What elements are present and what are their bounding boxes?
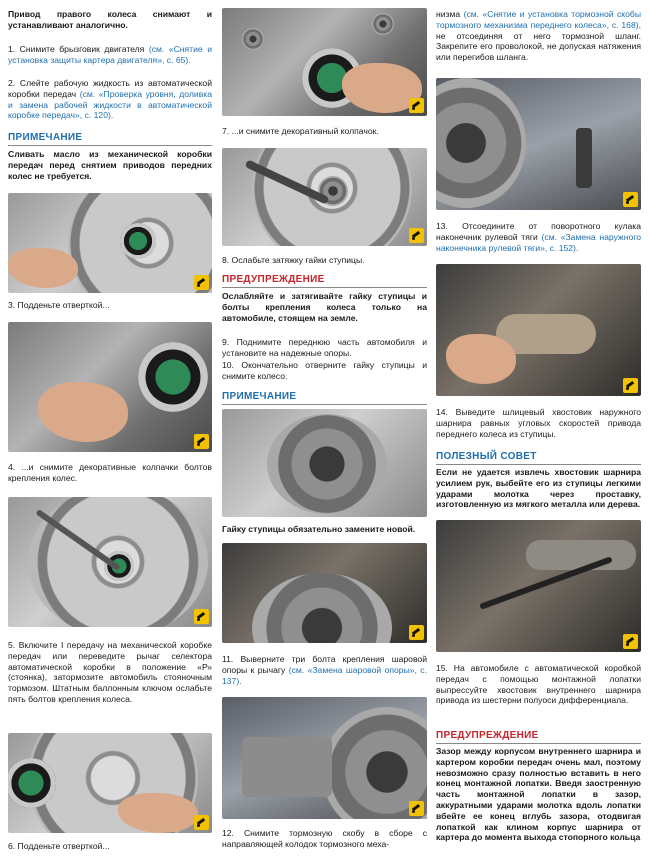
caption-6: 6. Подденьте отверткой... bbox=[8, 841, 110, 851]
note-title: ПРИМЕЧАНИЕ bbox=[8, 132, 212, 146]
warning-title-2: ПРЕДУПРЕЖДЕНИЕ bbox=[436, 730, 641, 744]
note-text-2: Гайку ступицы обязательно замените новой. bbox=[222, 524, 416, 534]
photo-4 bbox=[8, 322, 212, 452]
photo-6 bbox=[8, 733, 212, 833]
caption-8: 8. Ослабьте затяжку гайки ступицы. bbox=[222, 255, 365, 265]
caption-4: 4. ...и снимите декоративные колпачки болтов крепления колес. bbox=[8, 462, 212, 483]
brake-disc bbox=[436, 78, 526, 208]
gauge-wrench-icon bbox=[194, 609, 209, 624]
gauge-wrench-icon bbox=[194, 434, 209, 449]
step-1-text: 1. Снимите брызговик двигателя bbox=[8, 44, 149, 54]
caption-7: 7. ...и снимите декоративный колпачок. bbox=[222, 126, 379, 136]
caption-11-text: 11. Выверните три болта крепления шаровой опоры к рычагу bbox=[222, 654, 427, 675]
step-9: 9. Поднимите переднюю часть автомобиля и установите на надежные опоры. bbox=[222, 337, 427, 358]
caption-13-ref[interactable]: (см. «Замена наружного наконечника рулевой тяги», с. 152). bbox=[436, 231, 641, 253]
gauge-wrench-icon bbox=[194, 815, 209, 830]
gauge-wrench-icon bbox=[409, 228, 424, 243]
skoda-logo-icon bbox=[120, 223, 156, 259]
skoda-logo-icon bbox=[8, 758, 56, 808]
skoda-logo-icon bbox=[138, 342, 208, 412]
tip-title: ПОЛЕЗНЫЙ СОВЕТ bbox=[436, 451, 641, 465]
caption-14: 14. Выведите шлицевый хвостовик наружного шарнира равных угловых скоростей привода переднего колеса из ступицы. bbox=[436, 407, 641, 439]
step-2 bbox=[8, 78, 212, 121]
gauge-wrench-icon bbox=[194, 275, 209, 290]
note-title-2: ПРИМЕЧАНИЕ bbox=[222, 391, 427, 405]
warning-text: Ослабляйте и затягивайте гайку ступицы и болты крепления колеса только на автомобиле, стоящем на земле. bbox=[222, 291, 427, 323]
step-1 bbox=[8, 44, 212, 66]
gauge-wrench-icon bbox=[623, 634, 638, 649]
brake-caliper bbox=[242, 737, 332, 797]
col3-top-text-2: не отсоединяя от него тормозной шланг. Закрепите его проволокой, не допуская натяжения или перегибов шланга. bbox=[436, 30, 641, 63]
drive-shaft bbox=[526, 540, 636, 570]
gauge-wrench-icon bbox=[623, 192, 638, 207]
hand bbox=[8, 248, 78, 288]
caption-12: 12. Снимите тормозную скобу в сборе с направляющей колодок тормозного меха- bbox=[222, 828, 427, 849]
wheel-bolt bbox=[242, 28, 264, 50]
caption-3: 3. Подденьте отверткой... bbox=[8, 300, 110, 310]
hand bbox=[446, 334, 516, 384]
note-text: Сливать масло из механической коробки передач перед снятием приводов передних колес не требуется. bbox=[8, 149, 212, 181]
photo-3 bbox=[8, 193, 212, 293]
col3-top-text-1: низма bbox=[436, 9, 464, 19]
photo-7 bbox=[222, 8, 427, 116]
caption-15: 15. На автомобиле с автоматической коробкой передач с помощью монтажной лопатки выпрессуйте хвостовик внутреннего шарнира привода из шестерни полуоси дифференциала. bbox=[436, 663, 641, 706]
photo-hub-nut bbox=[222, 409, 427, 517]
hub-nut bbox=[267, 414, 387, 514]
hand bbox=[38, 382, 128, 442]
gauge-wrench-icon bbox=[409, 625, 424, 640]
photo-15 bbox=[436, 520, 641, 652]
caption-13-text: 13. Отсоедините от поворотного кулака наконечник рулевой тяги bbox=[436, 221, 641, 242]
step-10: 10. Окончательно отверните гайку ступицы и снимите колесо. bbox=[222, 360, 427, 381]
photo-14 bbox=[436, 264, 641, 396]
caption-5: 5. Включите I передачу на механической коробке передач или переведите рычаг селектора автоматической коробки в положение «Р» (стоянка), затормозите автомобиль стояночным тормозом. Штатным баллонным ключом ослабьте пять болтов крепления колеса. bbox=[8, 640, 212, 704]
gauge-wrench-icon bbox=[409, 98, 424, 113]
brake-disc bbox=[252, 573, 392, 643]
col3-top-ref[interactable]: (см. «Снятие и установка тормозной скобы тормозного механизма переднего колеса», с. 168), bbox=[436, 9, 642, 30]
intro-text: Привод правого колеса снимают и устанавливают аналогично. bbox=[8, 9, 212, 30]
tip-text: Если не удается извлечь хвостовик шарнира усилием рук, выбейте его из ступицы легкими ударами молотка через проставку, изготовленную из мягкого металла или дерева. bbox=[436, 467, 641, 510]
caption-11 bbox=[222, 654, 427, 686]
step-2-text: 2. Слейте рабочую жидкость из автоматической коробки передач bbox=[8, 78, 212, 99]
photo-5 bbox=[8, 497, 212, 627]
col3-top-text bbox=[436, 9, 641, 63]
photo-8 bbox=[222, 148, 427, 246]
gauge-wrench-icon bbox=[623, 378, 638, 393]
caption-11-ref[interactable]: (см. «Замена шаровой опоры», с. 137). bbox=[222, 664, 427, 686]
warning-title: ПРЕДУПРЕЖДЕНИЕ bbox=[222, 274, 427, 288]
wheel-bolt bbox=[372, 13, 394, 35]
tie-rod-end bbox=[576, 128, 592, 188]
warning-text-2: Зазор между корпусом внутреннего шарнира и картером коробки передач очень мал, поэтому невозможно сразу полностью вставить в него конец монтажной лопатки. Введя заостренную часть монтажной лопатки в зазор, аккуратными ударами молотка вдоль лопатки вбейте ее конец вглубь зазора, отодвигая лопаткой как клином корпус шарнира от картера до момента выхода стопорного кольца bbox=[436, 746, 641, 843]
caption-13 bbox=[436, 221, 641, 253]
photo-11 bbox=[222, 543, 427, 643]
gauge-wrench-icon bbox=[409, 801, 424, 816]
step-1-ref[interactable]: (см. «Снятие и установка защиты картера двигателя», с. 65). bbox=[8, 44, 212, 65]
step-2-ref[interactable]: (см. «Проверка уровня, доливка и замена рабочей жидкости в автоматической коробке передач», с. 120). bbox=[8, 88, 212, 121]
photo-13 bbox=[436, 78, 641, 210]
photo-12 bbox=[222, 697, 427, 819]
